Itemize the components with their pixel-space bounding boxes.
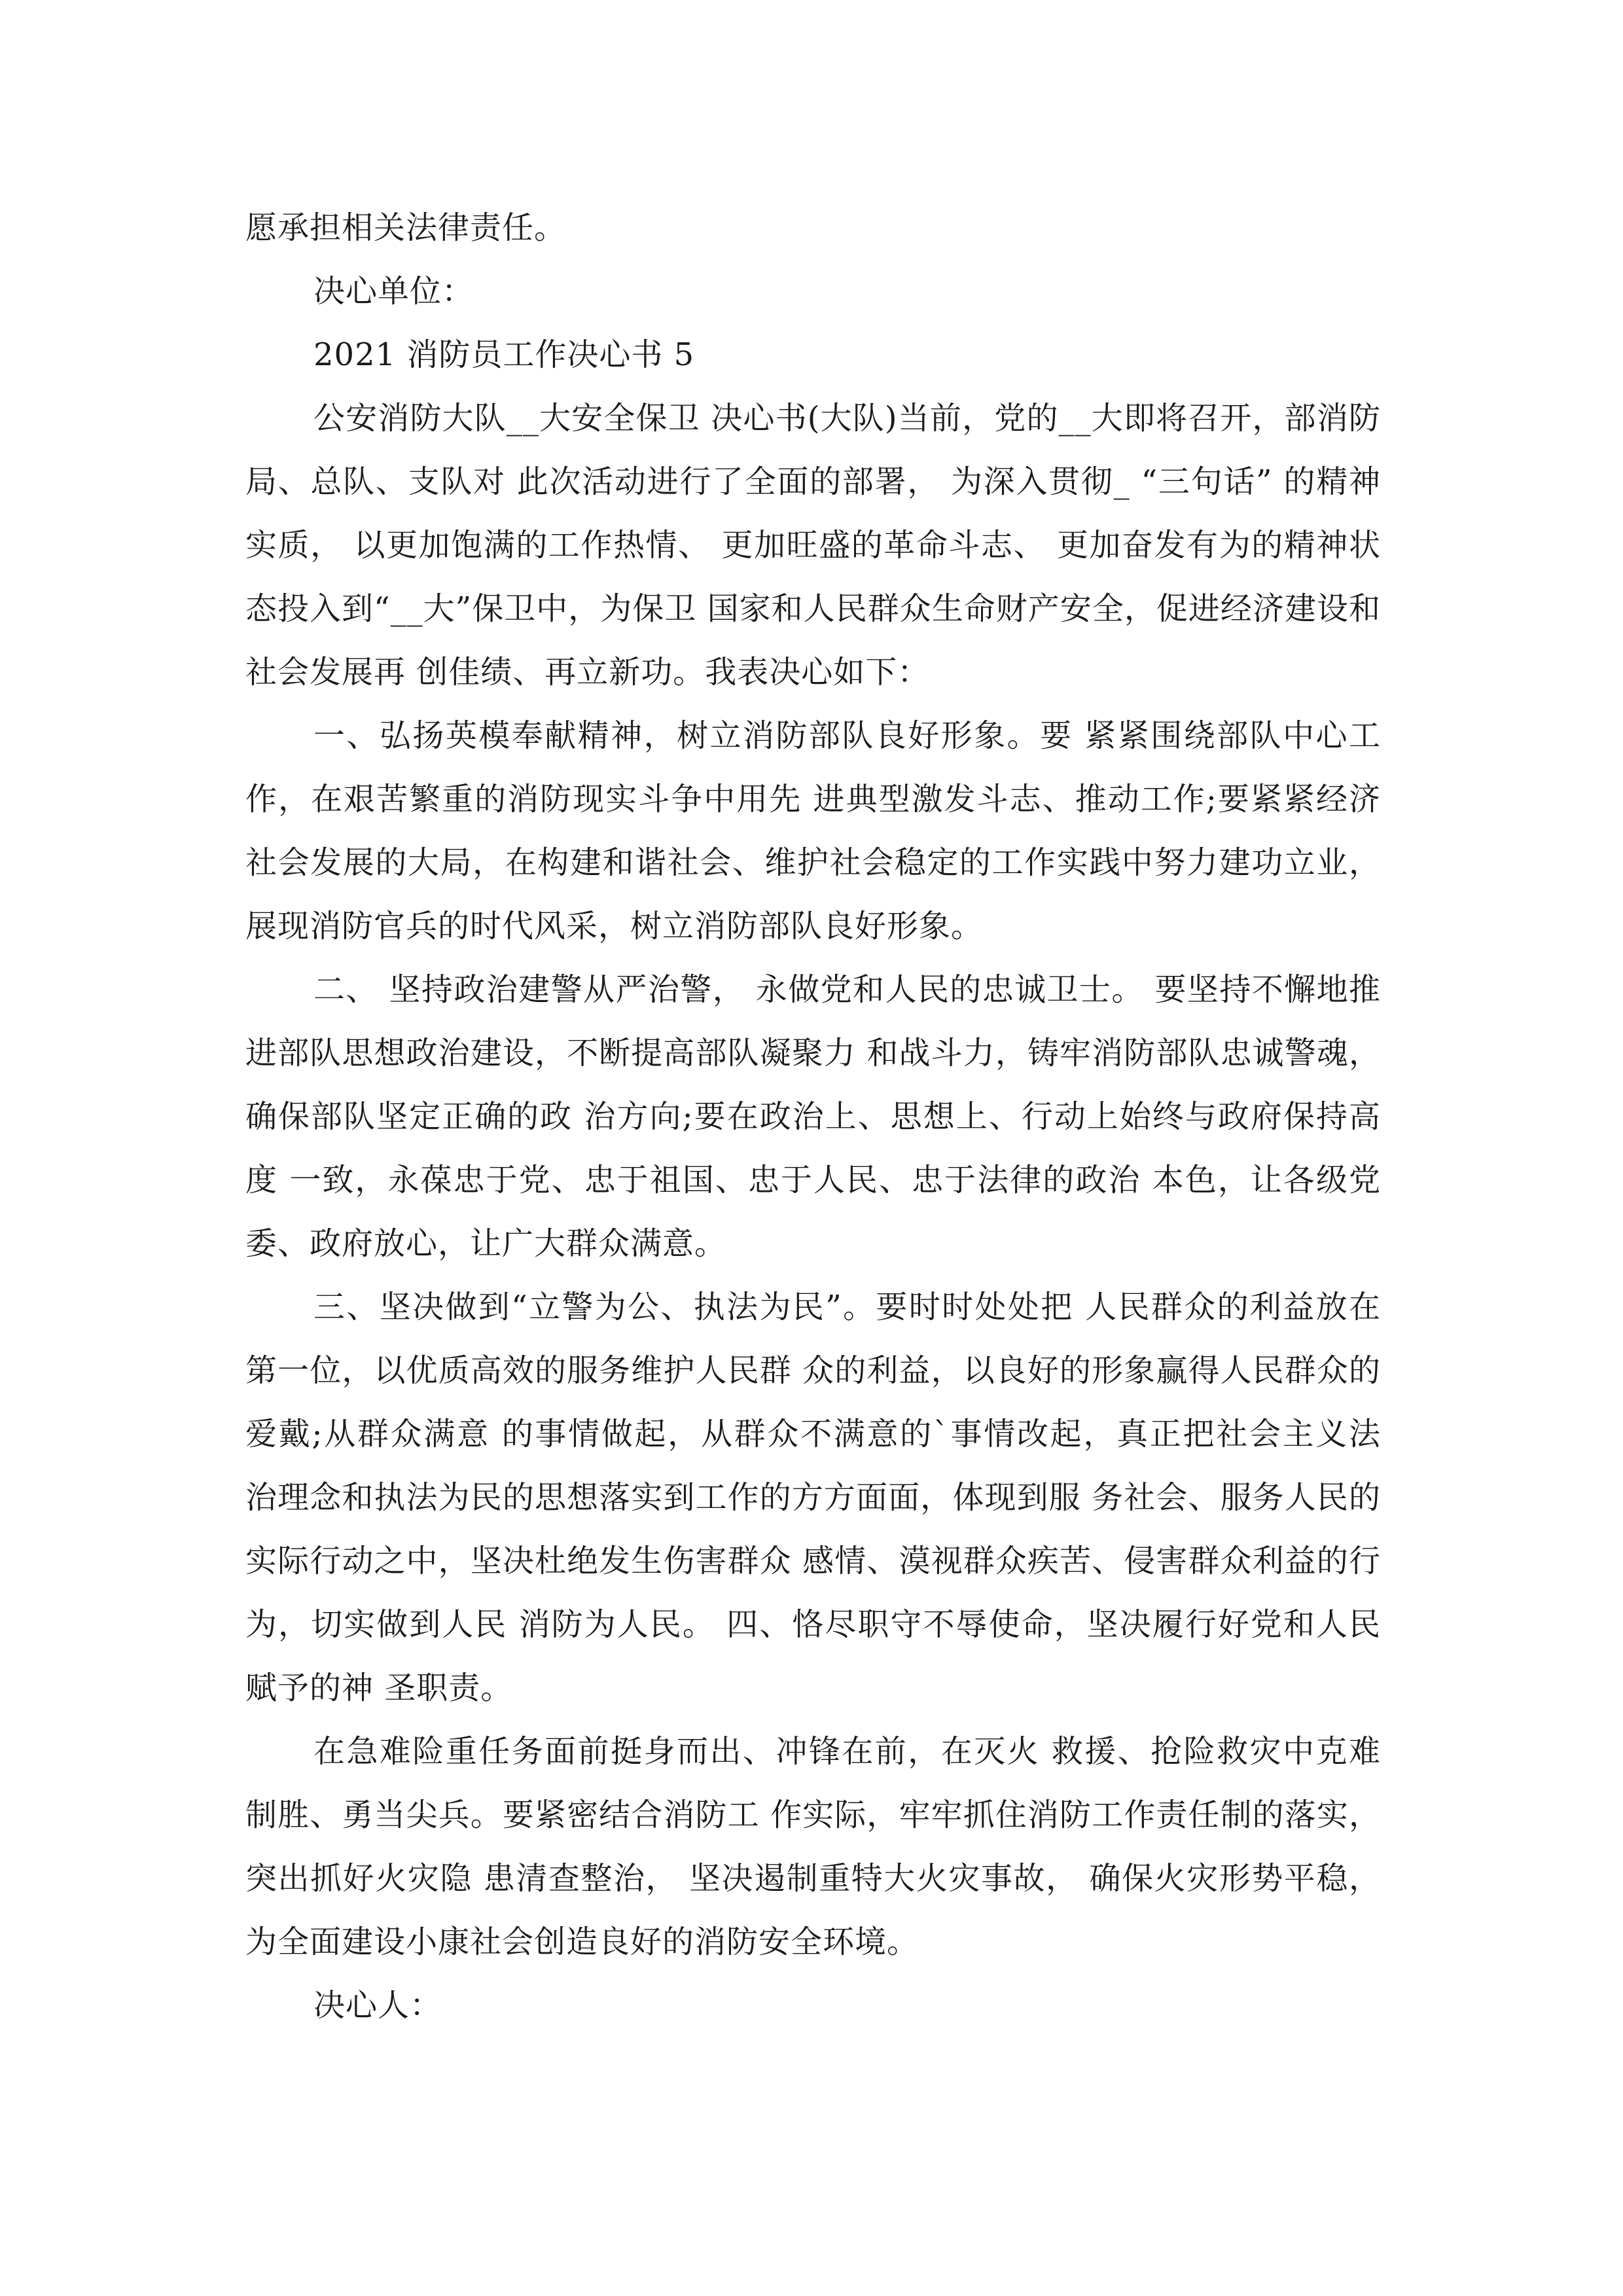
paragraph-signatory-label: 决心人： <box>313 1987 442 2024</box>
paragraph-section-title: 2021 消防员工作决心书 5 <box>313 336 695 373</box>
paragraph-point-three-four: 三、坚决做到“立警为公、执法为民”。要时时处处把 人民群众的利益放在第一位，以优质高效的服务维护人民群 众的利益，以良好的形象赢得人民群众的爱戴;从群众满意 的事情做起，从群众不满意的`事情改起，真正把社会主义法 治理念和执法为民的思想落实到工作的方方面面，体现到服 务社会、服务人民的实际行动之中，坚决杜绝发生伤害群众 感情、漠视群众疾苦、侵害群众利益的行为，切实做到人民 消防为人民。 四、恪尽职守不辱使命，坚决履行好党和人民赋予的神 圣职责。 <box>245 1289 1381 1706</box>
paragraph-emergency-duty: 在急难险重任务面前挺身而出、冲锋在前，在灭火 救援、抢险救灾中克难制胜、勇当尖兵。要紧密结合消防工 作实际，牢牢抓住消防工作责任制的落实，突出抓好火灾隐 患清查整治， 坚决遏制重特大火灾事故， 确保火灾形势平稳，为全面建设小康社会创造良好的消防安全环境。 <box>245 1733 1381 1960</box>
paragraph-unit-label: 决心单位： <box>313 273 474 310</box>
document-body <box>245 196 1381 2037</box>
paragraph-intro: 公安消防大队__大安全保卫 决心书(大队)当前，党的__大即将召开，部消防局、总队、支队对 此次活动进行了全面的部署， 为深入贯彻_ “三句话” 的精神实质， 以更加饱满的工作热情、 更加旺盛的革命斗志、 更加奋发有为的精神状态投入到“__大”保卫中，为保卫 国家和人民群众生命财产安全，促进经济建设和社会发展再 创佳绩、再立新功。我表决心如下： <box>245 400 1381 691</box>
paragraph-point-one: 一、弘扬英模奉献精神，树立消防部队良好形象。要 紧紧围绕部队中心工作，在艰苦繁重的消防现实斗争中用先 进典型激发斗志、推动工作;要紧紧经济社会发展的大局，在构建和谐社会、维护社会稳定的工作实践中努力建功立业，展现消防官兵的时代风采，树立消防部队良好形象。 <box>245 717 1381 944</box>
paragraph-point-two: 二、 坚持政治建警从严治警， 永做党和人民的忠诚卫士。 要坚持不懈地推进部队思想政治建设，不断提高部队凝聚力 和战斗力，铸牢消防部队忠诚警魂，确保部队坚定正确的政 治方向;要在政治上、思想上、行动上始终与政府保持高度 一致，永葆忠于党、忠于祖国、忠于人民、忠于法律的政治 本色，让各级党委、政府放心，让广大群众满意。 <box>245 971 1381 1262</box>
paragraph-continuation: 愿承担相关法律责任。 <box>245 209 567 246</box>
